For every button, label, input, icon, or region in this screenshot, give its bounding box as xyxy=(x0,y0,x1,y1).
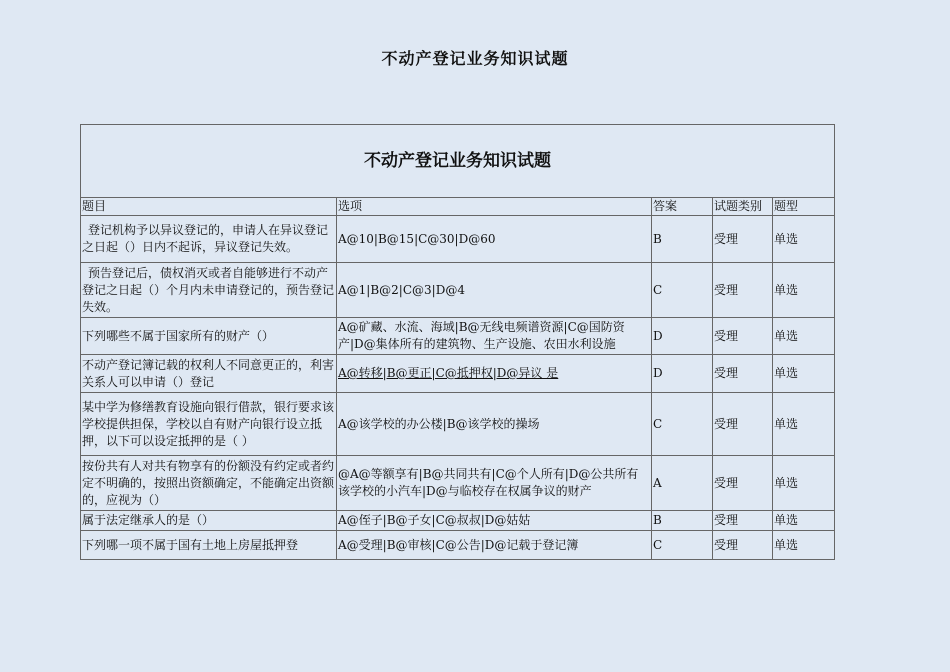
question-cell: 下列哪一项不属于国有土地上房屋抵押登 xyxy=(81,531,337,560)
type-cell: 单选 xyxy=(773,511,835,531)
options-cell: A@1|B@2|C@3|D@4 xyxy=(337,263,652,318)
options-cell: A@该学校的办公楼|B@该学校的操场 xyxy=(337,393,652,456)
question-cell: 预告登记后，债权消灭或者自能够进行不动产登记之日起（）个月内未申请登记的，预告登记失效。 xyxy=(81,263,337,318)
answer-cell: C xyxy=(652,531,713,560)
header-category: 试题类别 xyxy=(713,198,773,216)
question-cell: 登记机构予以异议登记的，申请人在异议登记之日起（）日内不起诉，异议登记失效。 xyxy=(81,216,337,263)
answer-cell: B xyxy=(652,216,713,263)
question-cell: 属于法定继承人的是（） xyxy=(81,511,337,531)
table-row xyxy=(81,511,835,531)
options-cell: A@侄子|B@子女|C@叔叔|D@姑姑 xyxy=(337,511,652,531)
answer-cell: A xyxy=(652,456,713,511)
table-header-row xyxy=(81,198,835,216)
table-row xyxy=(81,318,835,355)
table-row xyxy=(81,393,835,456)
question-cell: 下列哪些不属于国家所有的财产（） xyxy=(81,318,337,355)
table-row xyxy=(81,216,835,263)
table-title-row xyxy=(81,125,835,198)
category-cell: 受理 xyxy=(713,263,773,318)
category-cell: 受理 xyxy=(713,393,773,456)
category-cell: 受理 xyxy=(713,216,773,263)
options-cell: A@矿藏、水流、海域|B@无线电频谱资源|C@国防资产|D@集体所有的建筑物、生产设施、农田水利设施 xyxy=(337,318,652,355)
header-answer: 答案 xyxy=(652,198,713,216)
question-cell: 不动产登记簿记载的权利人不同意更正的，利害关系人可以申请（）登记 xyxy=(81,355,337,393)
answer-cell: C xyxy=(652,263,713,318)
options-cell: A@受理|B@审核|C@公告|D@记载于登记簿 xyxy=(337,531,652,560)
type-cell: 单选 xyxy=(773,456,835,511)
type-cell: 单选 xyxy=(773,216,835,263)
answer-cell: D xyxy=(652,355,713,393)
options-cell: A@转移|B@更正|C@抵押权|D@异议 是 xyxy=(337,355,652,393)
table-row xyxy=(81,531,835,560)
category-cell: 受理 xyxy=(713,318,773,355)
table-title: 不动产登记业务知识试题 xyxy=(81,125,835,198)
quiz-table xyxy=(80,124,835,560)
category-cell: 受理 xyxy=(713,355,773,393)
options-cell: @A@等额享有|B@共同共有|C@个人所有|D@公共所有该学校的小汽车|D@与临校存在权属争议的财产 xyxy=(337,456,652,511)
type-cell: 单选 xyxy=(773,393,835,456)
options-cell: A@10|B@15|C@30|D@60 xyxy=(337,216,652,263)
answer-cell: D xyxy=(652,318,713,355)
document-title: 不动产登记业务知识试题 xyxy=(381,49,569,68)
category-cell: 受理 xyxy=(713,511,773,531)
category-cell: 受理 xyxy=(713,456,773,511)
type-cell: 单选 xyxy=(773,355,835,393)
type-cell: 单选 xyxy=(773,531,835,560)
question-cell: 按份共有人对共有物享有的份额没有约定或者约定不明确的，按照出资额确定，不能确定出资额的，应视为（） xyxy=(81,456,337,511)
header-question: 题目 xyxy=(81,198,337,216)
question-cell: 某中学为修缮教育设施向银行借款，银行要求该学校提供担保，学校以自有财产向银行设立抵押，以下可以设定抵押的是（ ） xyxy=(81,393,337,456)
header-options: 选项 xyxy=(337,198,652,216)
category-cell: 受理 xyxy=(713,531,773,560)
table-row xyxy=(81,263,835,318)
type-cell: 单选 xyxy=(773,263,835,318)
answer-cell: C xyxy=(652,393,713,456)
table-row xyxy=(81,355,835,393)
header-type: 题型 xyxy=(773,198,835,216)
table-row xyxy=(81,456,835,511)
type-cell: 单选 xyxy=(773,318,835,355)
answer-cell: B xyxy=(652,511,713,531)
